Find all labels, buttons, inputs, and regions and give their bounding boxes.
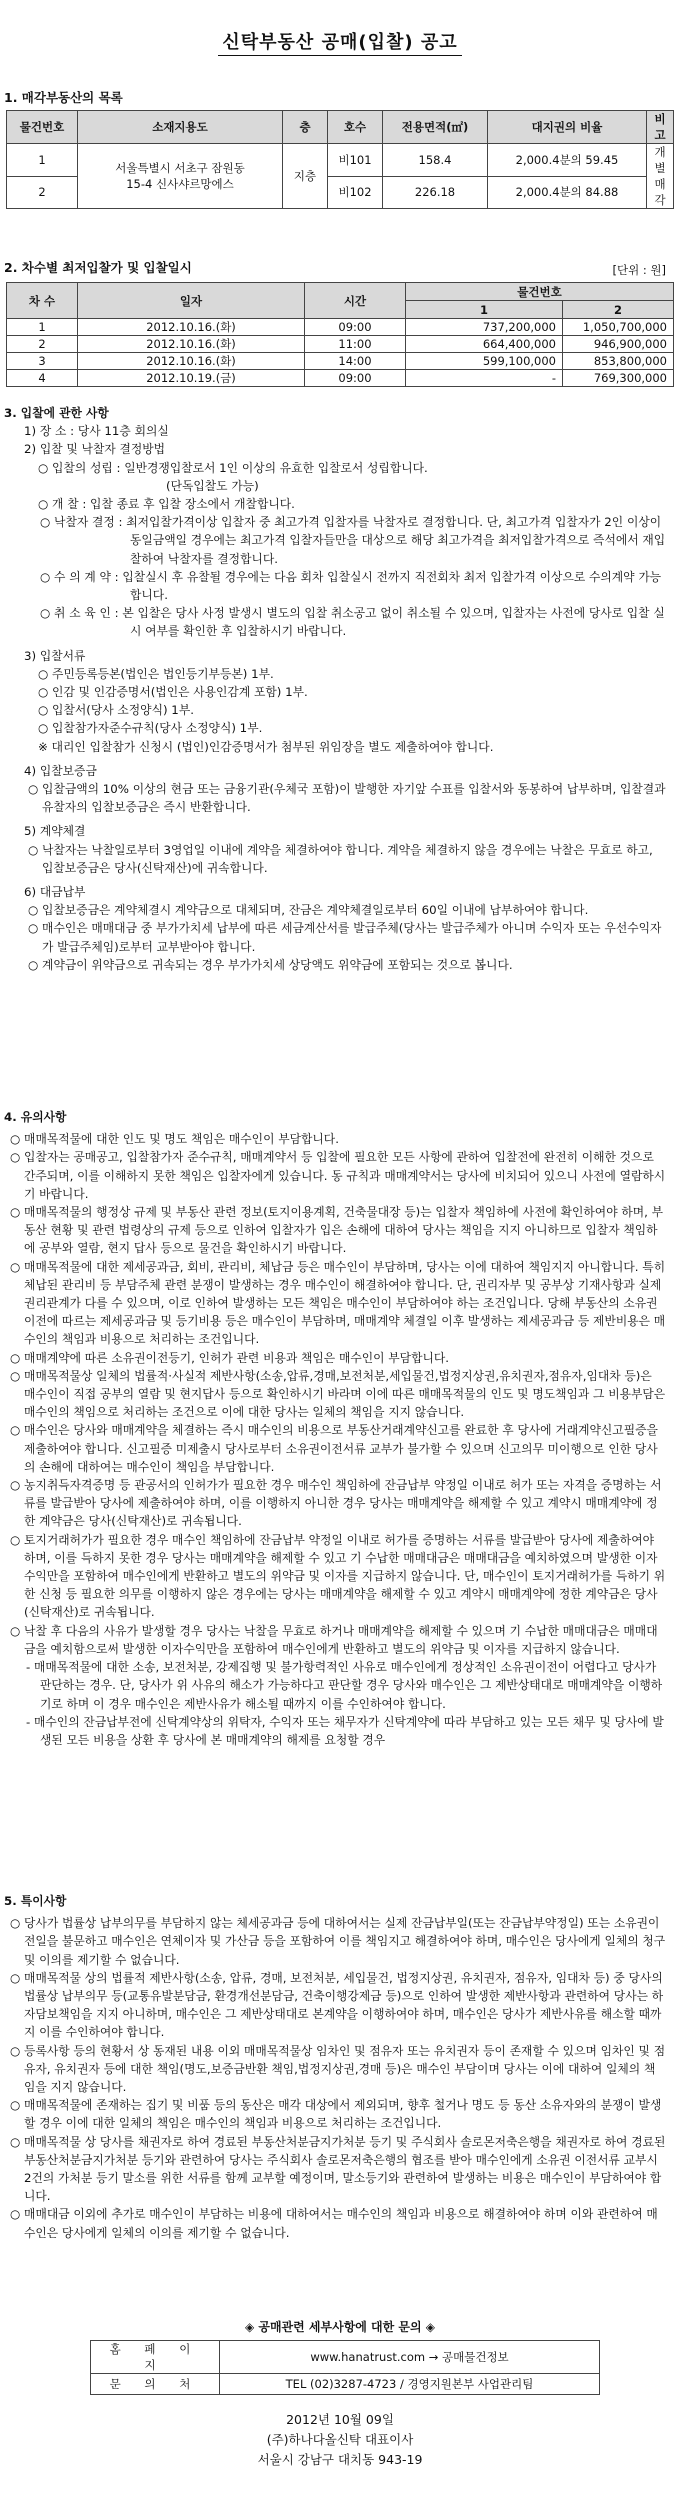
list-item: ○ 매수인은 당사와 매매계약을 체결하는 즉시 매수인의 비용으로 부동산거래계약신고를 완료한 후 당사에 거래계약신고필증을 제출하여야 합니다. 신고필증 미제출시 당사로부터 소유권이전서류 교부가 불가할 수 있으며 신고의무 미이행으로 인한 당사의 손해에 대하여는 매수인이 책임을 부담합니다. [10, 1423, 658, 1474]
label-homepage: 홈 페 이 지 [91, 2341, 220, 2374]
cell-area: 158.4 [383, 144, 488, 177]
property-table [6, 110, 674, 209]
list-item: ○ 낙찰 후 다음의 사유가 발생할 경우 당사는 낙찰을 무효로 하거나 매매계약을 해제할 수 있으며 기 수납한 매매대금은 매매대금을 예치함으로써 발생한 이자수익만을 포함하여 매수인에게 반환하고 별도의 위약금 및 이자를 지급하지 않습니다. [10, 1623, 658, 1656]
cell-price: 769,300,000 [563, 370, 674, 387]
note-line1: 개별 [654, 145, 666, 175]
list-item: ○ 농지취득자격증명 등 관공서의 인허가가 필요한 경우 매수인 책임하에 잔금납부 약정일 이내로 허가 또는 자격을 증명하는 서류를 발급받아 당사에 제출하여야 하며, 이를 이행하지 아니한 경우 당사는 매매계약을 해제할 수 있고 계약시 매매계약에 정한 계약금은 당사(신탁재산)로 귀속됩니다. [10, 1478, 662, 1529]
cell-price: 946,900,000 [563, 336, 674, 353]
cell-date: 2012.10.19.(금) [78, 370, 305, 387]
item-deposit: 4) 입찰보증금 [24, 763, 97, 778]
cell-date: 2012.10.16.(화) [78, 319, 305, 336]
section4-notes [4, 1108, 666, 1749]
col-header: 층 [283, 111, 328, 144]
bullet: ○ 입찰의 성립 : 일반경쟁입찰로서 1인 이상의 유효한 입찰로서 성립합니다. [38, 460, 428, 475]
col-header: 소재지용도 [78, 111, 283, 144]
col-header: 비 고 [647, 111, 674, 144]
bullet: ○ 입찰서(당사 소정양식) 1부. [38, 703, 194, 718]
cell-price: - [406, 370, 563, 387]
bullet: ○ 수 의 계 약 : 입찰실시 후 유찰될 경우에는 다음 회차 입찰실시 전까지 직전회차 최저 입찰가격 이상으로 수의계약 가능합니다. [40, 569, 662, 603]
item-method: 2) 입찰 및 낙찰자 결정방법 [24, 442, 166, 457]
cell-ho: 비102 [328, 176, 383, 209]
item-payment: 6) 대금납부 [24, 885, 86, 900]
col-header: 전용면적(㎡) [383, 111, 488, 144]
item-documents: 3) 입찰서류 [24, 648, 86, 663]
cell-floor: 지층 [283, 144, 328, 209]
cell-area: 226.18 [383, 176, 488, 209]
list-item: ○ 등록사항 등의 현황서 상 동재된 내용 이외 매매목적물상 임차인 및 점유자 또는 유치권자 등이 존재할 수 있으며 임차인 및 점유자, 유치권자 등에 대한 책임(명도,보증금반환 책임,법정지상권,경매 등)은 매수인 부담이며 당사는 이에 대하여 일체의 책임을 지지 않습니다. [10, 2043, 666, 2095]
inquiry-table [90, 2340, 600, 2395]
cell-round: 4 [7, 370, 78, 387]
cell-time: 09:00 [305, 370, 406, 387]
table-row [7, 336, 674, 353]
item-place: 1) 장 소 : 당사 11층 회의실 [24, 424, 169, 439]
list-item: ○ 매매목적물의 행정상 규제 및 부동산 관련 정보(토지이용계획, 건축물대장 등)는 입찰자 책임하에 사전에 확인하여야 하며, 부동산 현황 및 관련 법령상의 규제 등으로 인하여 입찰자가 입은 손해에 대하여 당사는 책임을 지지 아니하므로 입찰자 책임하에 공부와 열람, 현지 답사 등으로 물건을 확인하시기 바랍니다. [10, 1205, 664, 1256]
note-line2: 매각 [654, 177, 666, 207]
location-line1: 서울특별시 서초구 잠원동 [115, 161, 245, 175]
contact-value: TEL (02)3287-4723 / 경영지원본부 사업관리팀 [220, 2374, 600, 2395]
section4-heading: 4. 유의사항 [4, 1110, 67, 1124]
cell-note [647, 144, 674, 209]
table-row [91, 2374, 600, 2395]
cell-ratio: 2,000.4분의 84.88 [488, 176, 647, 209]
table-row [7, 144, 674, 177]
cell-round: 3 [7, 353, 78, 370]
col-header: 차 수 [7, 283, 78, 319]
cell-date: 2012.10.16.(화) [78, 353, 305, 370]
cell-price: 664,400,000 [406, 336, 563, 353]
footer-company: (주)하나다올신탁 대표이사 [266, 2432, 414, 2447]
sub-item: - 매매목적물에 대한 소송, 보전처분, 강제집행 및 불가항력적인 사유로 매수인에게 정상적인 소유권이전이 어렵다고 당사가 판단하는 경우. 단, 당사가 위 사유의 해소가 가능하다고 판단할 경우 당사와 매수인은 그 제반상태대로 매매계약을 이행하기로 하며 이 경우 매수인은 제반사유가 해소될 때까지 이를 수인하여야 합니다. [26, 1660, 663, 1711]
document-title: 신탁부동산 공매(입찰) 공고 [0, 28, 680, 54]
col-header: 대지권의 비율 [488, 111, 647, 144]
bullet: ○ 입찰보증금은 계약체결시 계약금으로 대체되며, 잔금은 계약체결일로부터 60일 이내에 납부하여야 합니다. [28, 903, 589, 918]
col-header: 물건번호 [406, 283, 674, 301]
list-item: ○ 매매목적물상 일체의 법률적·사실적 제반사항(소송,압류,경매,보전처분,세입물건,법정지상권,유치권자,점유자,임대차 등)은 매수인이 직접 공부의 열람 및 현지답사 등으로 확인하시기 바라며 이에 따른 매매목적물의 인도 및 명도책임과 그 비용부담은 매수인의 책임으로 처리하는 조건으로 이에 대한 당사는 일체의 책임을 지지 않습니다. [10, 1368, 666, 1420]
cell-price: 853,800,000 [563, 353, 674, 370]
col-subheader: 1 [406, 301, 563, 319]
cell-time: 14:00 [305, 353, 406, 370]
footer [0, 2410, 680, 2470]
col-subheader: 2 [563, 301, 674, 319]
list-item: ○ 매매목적물에 존재하는 집기 및 비품 등의 동산은 매각 대상에서 제외되며, 향후 철거나 명도 등 동산 소유자와의 분쟁이 발생할 경우 이에 대한 일체의 책임은 매수인의 책임과 비용으로 처리하는 조건입니다. [10, 2098, 662, 2131]
bullet: ○ 주민등록등본(법인은 법인등기부등본) 1부. [38, 666, 274, 681]
list-item: ○ 토지거래허가가 필요한 경우 매수인 책임하에 잔금납부 약정일 이내로 허가를 증명하는 서류를 발급받아 당사에 제출하여야 하며, 이를 득하지 못한 경우 당사는 매매계약을 해제할 수 있고 기 수납한 매매대금은 매매대금을 예치하였으며 발생한 이자수익만을 포함하여 매수인에게 반환하고 별도의 위약금 및 이자를 지급하지 않습니다. 단, 매수인이 토지거래허가를 득하기 위한 신청 등 필요한 의무를 이행하지 않은 경우에는 당사는 매매계약을 해제할 수 있고 계약시 매매계약에 정한 계약금은 당사(신탁재산)로 귀속됩니다. [10, 1532, 666, 1620]
cell-time: 11:00 [305, 336, 406, 353]
homepage-link[interactable]: www.hanatrust.com → 공매물건정보 [220, 2341, 600, 2374]
cell-round: 2 [7, 336, 78, 353]
col-header: 호수 [328, 111, 383, 144]
bullet-note: ※ 대리인 입찰참가 신청시 (법인)인감증명서가 첨부된 위임장을 별도 제출하여야 합니다. [38, 739, 494, 754]
unit-label: [단위 : 원] [612, 263, 666, 277]
section3-heading: 3. 입찰에 관한 사항 [4, 406, 109, 420]
inquiry-title: ◈ 공매관련 세부사항에 대한 문의 ◈ [244, 2320, 436, 2334]
item-contract: 5) 계약체결 [24, 824, 86, 839]
list-item: ○ 입찰자는 공매공고, 입찰참가자 준수규칙, 매매계약서 등 입찰에 필요한 모든 사항에 관하여 입찰전에 완전히 이해한 것으로 간주되며, 이를 이해하지 못한 책임은 입찰자에게 있습니다. 동 규칙과 매매계약서는 당사에 비치되어 있으니 사전에 열람하시기 바랍니다. [10, 1150, 666, 1201]
bullet: ○ 계약금이 위약금으로 귀속되는 경우 부가가치세 상당액도 위약금에 포함되는 것으로 봅니다. [28, 957, 513, 972]
sub-item: - 매수인의 잔금납부전에 신탁계약상의 위탁자, 수익자 또는 채무자가 신탁계약에 따라 부담하고 있는 모든 채무 및 당사에 발생된 모든 비용을 상환 후 당사에 본 매매계약의 해제를 요청할 경우 [26, 1714, 664, 1747]
footer-address: 서울시 강남구 대치동 943-19 [257, 2452, 423, 2467]
bullet-note: (단독입찰도 가능) [166, 478, 259, 493]
cell-no: 1 [7, 144, 78, 177]
col-header: 일자 [78, 283, 305, 319]
location-line2: 15-4 신사샤르망에스 [126, 177, 234, 191]
bullet: ○ 입찰참가자준수규칙(당사 소정양식) 1부. [38, 721, 263, 736]
bullet: ○ 입찰금액의 10% 이상의 현금 또는 금융기관(우체국 포함)이 발행한 자기앞 수표를 입찰서와 동봉하여 납부하며, 입찰결과 유찰자의 입찰보증금은 즉시 반환합니다. [28, 782, 666, 815]
table-row [7, 353, 674, 370]
cell-price: 1,050,700,000 [563, 319, 674, 336]
section5-heading: 5. 특이사항 [4, 1894, 67, 1908]
list-item: ○ 매매목적물에 대한 인도 및 명도 책임은 매수인이 부담합니다. [10, 1132, 339, 1147]
cell-price: 599,100,000 [406, 353, 563, 370]
table-row [91, 2341, 600, 2374]
cell-ho: 비101 [328, 144, 383, 177]
bullet: ○ 인감 및 인감증명서(법인은 사용인감계 포함) 1부. [38, 685, 308, 700]
cell-ratio: 2,000.4분의 59.45 [488, 144, 647, 177]
list-item: ○ 매매목적물 상 당사를 채권자로 하여 경료된 부동산처분금지가처분 등기 및 주식회사 솔로몬저축은행을 채권자로 하여 경료된 부동산처분금지가처분 등기와 관련하여 당사는 주식회사 솔로몬저축은행의 협조를 받아 매수인에게 소유권 이전서류 교부시 2건의 가처분 등기 말소를 위한 서류를 함께 교부할 예정이며, 말소등기와 관련하여 발생하는 비용은 매수인이 부담하여야 합니다. [10, 2134, 666, 2204]
bullet: ○ 취 소 육 인 : 본 입찰은 당사 사정 발생시 별도의 입찰 취소공고 없이 취소될 수 있으며, 입찰자는 사전에 당사로 입찰 실시 여부를 확인한 후 입찰하시기 바랍니다. [40, 606, 665, 639]
list-item: ○ 당사가 법률상 납부의무를 부담하지 않는 체세공과금 등에 대하여서는 실제 잔금납부일(또는 잔금납부약정일) 또는 소유권이전일을 불문하고 매수인은 연체이자 및 가산금 등을 포함하여 이를 책임지고 해결하여야 하며, 매수인은 당사에게 일체의 청구 및 이의를 제기할 수 없습니다. [10, 1916, 666, 1967]
cell-date: 2012.10.16.(화) [78, 336, 305, 353]
bullet: ○ 개 찰 : 입찰 종료 후 입찰 장소에서 개찰합니다. [38, 497, 295, 512]
section5-special [4, 1892, 666, 2242]
bullet: ○ 낙찰자는 낙찰일로부터 3영업일 이내에 계약을 체결하여야 합니다. 계약을 체결하지 않을 경우에는 낙찰은 무효로 하고, 입찰보증금은 당사(신탁재산)에 귀속합니다. [28, 842, 653, 875]
list-item: ○ 매매대금 이외에 추가로 매수인이 부담하는 비용에 대하여서는 매수인의 책임과 비용으로 해결하여야 하며 이와 관련하여 매수인은 당사에게 일체의 이의를 제기할 수 없습니다. [10, 2207, 658, 2240]
table-row [7, 319, 674, 336]
label-contact: 문 의 처 [91, 2374, 220, 2395]
cell-round: 1 [7, 319, 78, 336]
list-item: ○ 매매계약에 따른 소유권이전등기, 인허가 관련 비용과 책임은 매수인이 부담합니다. [10, 1350, 450, 1365]
bullet: ○ 낙찰자 결정 : 최저입찰가격이상 입찰자 중 최고가격 입찰자를 낙찰자로 결정합니다. 단, 최고가격 입찰자가 2인 이상이 동일금액일 경우에는 최고가격 입찰자들만을 대상으로 해당 최고가격을 최저입찰가격으로 즉석에서 재입찰하여 낙찰자를 결정합니다. [40, 515, 666, 566]
col-header: 물건번호 [7, 111, 78, 144]
footer-date: 2012년 10월 09일 [286, 2412, 394, 2427]
cell-time: 09:00 [305, 319, 406, 336]
section1-heading: 1. 매각부동산의 목록 [4, 90, 123, 105]
bid-schedule-table [6, 282, 674, 387]
section2-heading: 2. 차수별 최저입찰가 및 입찰일시 [4, 260, 192, 275]
col-header: 시간 [305, 283, 406, 319]
list-item: ○ 매매목적물에 대한 제세공과금, 회비, 관리비, 체납금 등은 매수인이 부담하며, 당사는 이에 대하여 책임지지 아니합니다. 특히 체납된 관리비 등 부담주체 관련 분쟁이 발생하는 경우 매수인이 해결하여야 합니다. 단, 권리자부 및 공부상 기재사항과 실제 권리관계가 다를 수 있으며, 이로 인하여 발생하는 모든 책임은 매수인이 부담하여야 하는 조건입니다. 당해 부동산의 소유권이전에 따르는 제세공과금 및 등기비용 등은 매수인이 부담하며, 매매계약 체결일 이후 발생하는 제세공과금 등 제반비용은 매수인의 책임과 비용으로 처리하는 조건입니다. [10, 1259, 666, 1347]
cell-location [78, 144, 283, 209]
bullet: ○ 매수인은 매매대금 중 부가가치세 납부에 따른 세금계산서를 발급주체(당사는 발급주체가 아니며 수익자 또는 우선수익자가 발급주체임)로부터 교부받아야 합니다. [28, 921, 662, 954]
table-row [7, 370, 674, 387]
cell-price: 737,200,000 [406, 319, 563, 336]
cell-no: 2 [7, 176, 78, 209]
list-item: ○ 매매목적물 상의 법률적 제반사항(소송, 압류, 경매, 보전처분, 세입물건, 법정지상권, 유치권자, 점유자, 임대차 등) 중 당사의 법률상 납부의무 등(교통유발분담금, 환경개선분담금, 건축이행강제금 등)으로 인하여 발생한 제반사항과 관련하여 당사는 하자담보책임을 지지 아니하며, 매수인은 그 제반상태대로 본계약을 이행하여야 하며, 매수인은 당사가 제반사유를 해소할 때까지 이를 수인하여야 합니다. [10, 1970, 664, 2040]
section3-bidding [4, 404, 666, 974]
